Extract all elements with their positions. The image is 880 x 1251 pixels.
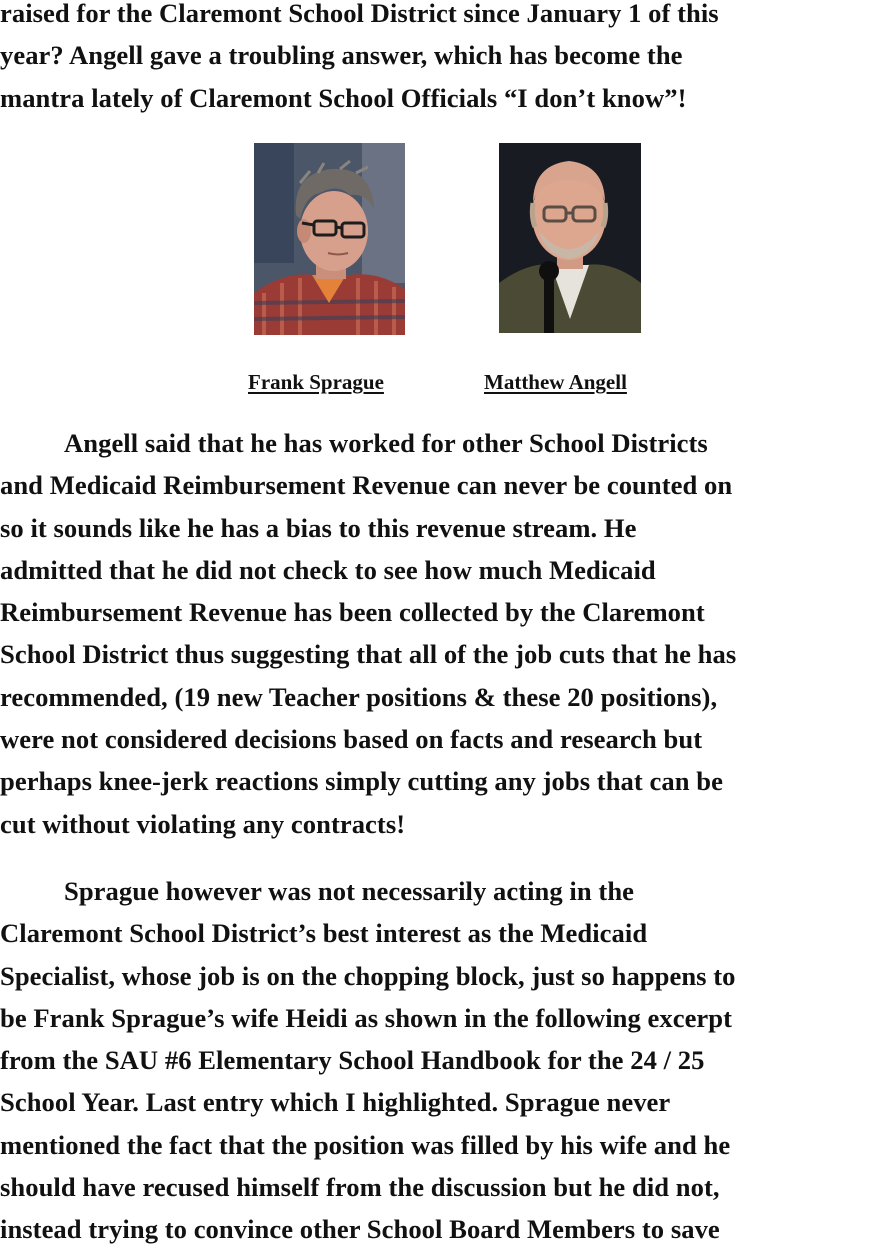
photo-matthew-angell	[499, 143, 641, 333]
paragraph-intro	[0, 0, 880, 119]
photo-caption-frank-sprague: Frank Sprague	[248, 370, 384, 394]
text-line: Sprague however was not necessarily acting in the	[64, 876, 635, 906]
text-line: Claremont School District’s best interest as the Medicaid	[0, 918, 648, 949]
text-line: cut without violating any contracts!	[0, 808, 406, 839]
text-line: should have recused himself from the discussion but he did not,	[0, 1172, 720, 1203]
text-line: and Medicaid Reimbursement Revenue can never be counted on	[0, 470, 733, 501]
text-line: School Year. Last entry which I highlighted. Sprague never	[0, 1087, 671, 1118]
paragraph-sprague	[0, 870, 880, 1251]
text-line: Reimbursement Revenue has been collected by the Claremont	[0, 597, 705, 628]
text-line: year? Angell gave a troubling answer, which has become the	[0, 40, 683, 71]
text-line: perhaps knee-jerk reactions simply cutting any jobs that can be	[0, 766, 723, 797]
text-line: School District thus suggesting that all of the job cuts that he has	[0, 639, 737, 670]
text-line: raised for the Claremont School District since January 1 of this	[0, 0, 719, 28]
photo-frank-sprague	[254, 143, 405, 335]
text-line: were not considered decisions based on facts and research but	[0, 724, 703, 755]
text-line: Specialist, whose job is on the chopping block, just so happens to	[0, 960, 736, 991]
text-line: admitted that he did not check to see how much Medicaid	[0, 554, 656, 585]
text-line: from the SAU #6 Elementary School Handbook for the 24 / 25	[0, 1045, 705, 1076]
text-line: mentioned the fact that the position was filled by his wife and he	[0, 1129, 731, 1160]
text-line: recommended, (19 new Teacher positions & these 20 positions),	[0, 681, 718, 712]
text-line: instead trying to convince other School Board Members to save	[0, 1214, 720, 1245]
text-line: Angell said that he has worked for other School Districts	[64, 428, 708, 458]
paragraph-angell	[0, 422, 880, 845]
text-line: be Frank Sprague’s wife Heidi as shown in the following excerpt	[0, 1002, 733, 1033]
text-line: mantra lately of Claremont School Officials “I don’t know”!	[0, 82, 687, 113]
text-line: so it sounds like he has a bias to this revenue stream. He	[0, 512, 637, 543]
photo-caption-matthew-angell: Matthew Angell	[484, 370, 627, 394]
